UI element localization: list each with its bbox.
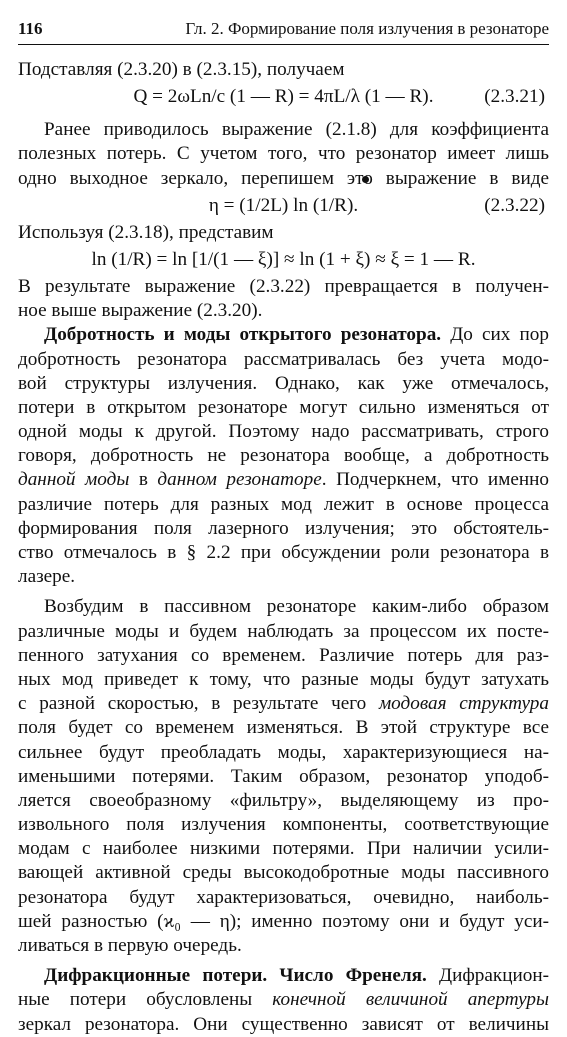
text-line: шей разностью (ϰ₀ — η); именно поэтому они и будут уси-	[18, 910, 549, 932]
text-line: резонатора будут характеризоваться, очевидно, наиболь-	[18, 886, 549, 908]
text-line: ных мод приведет к тому, что разные моды будут затухать	[18, 668, 549, 690]
text-line: модам с наиболее низкими потерями. При наличии усили-	[18, 838, 549, 860]
page-body	[18, 58, 549, 1037]
text-line: зеркал резонатора. Они существенно зависят от величины	[18, 1013, 549, 1035]
text-line: Возбудим в пассивном резонаторе каким-либо образом	[44, 596, 549, 618]
section-heading-diffraction: Дифракционные потери. Число Френеля.	[44, 965, 427, 987]
text-line: лазере.	[18, 566, 76, 588]
text-line: ные потери обусловлены конечной величиной апертуры	[18, 989, 549, 1011]
text-line: Дифракционные потери. Число Френеля. Дифракцион-	[44, 965, 549, 987]
equation-formula: Q = 2ωLn/c (1 — R) = 4πL/λ (1 — R).	[133, 86, 434, 108]
running-title: Гл. 2. Формирование поля излучения в резонаторе	[185, 19, 549, 38]
text-line: Добротность и моды открытого резонатора. До сих пор	[44, 324, 549, 346]
text-line: формирования поля лазерного излучения; это обстоятель-	[18, 517, 549, 539]
text-line: В результате выражение (2.3.22) превращается в получен-	[18, 275, 549, 297]
text-line: различие потерь для разных мод лежит в основе процесса	[18, 493, 549, 515]
section-heading-q-factor: Добротность и моды открытого резонатора.	[44, 324, 442, 346]
text-line: различные моды и будем наблюдать за процессом их посте-	[18, 620, 549, 642]
text-line: одно выходное зеркало, перепишем это выражение в виде	[18, 167, 549, 189]
text-line: потери в открытом резонаторе могут сильно изменяться от	[18, 396, 549, 418]
text-line: вающей активной среды высокодобротные моды пассивного	[18, 862, 549, 884]
text-line: добротность резонатора рассматривалась без учета модо-	[18, 348, 549, 370]
text-line: Ранее приводилось выражение (2.1.8) для коэффициента	[44, 119, 549, 141]
text-line: поля будет со временем изменяться. В этой структуре все	[18, 717, 549, 739]
text-line: ливаться в первую очередь.	[18, 935, 242, 956]
text-line: одной моды к другой. Поэтому надо рассматривать, строго	[18, 421, 549, 443]
text-line: полезных потерь. С учетом того, что резонатор имеет лишь	[18, 143, 549, 165]
text-line: извольного поля излучения компоненты, соответствующие	[18, 814, 549, 836]
equation-2-3-22	[18, 191, 549, 221]
equation-formula: η = (1/2L) ln (1/R).	[208, 194, 359, 216]
text-line: ляется своеобразному «фильтру», выделяющему из про-	[18, 789, 549, 811]
page-number: 116	[18, 19, 43, 38]
text-line: Используя (2.3.18), представим	[18, 221, 274, 243]
text-line: именьшими потерями. Таким образом, резонатор уподоб-	[18, 765, 549, 787]
text-line: говоря, добротность не резонатора вообще, а добротность	[18, 445, 549, 467]
text-line: данной моды в данном резонаторе. Подчеркнем, что именно	[18, 469, 549, 491]
text-line: ство отмечалось в § 2.2 при обсуждении роли резонатора в	[18, 542, 549, 563]
page-header	[18, 18, 549, 45]
text-line: вой структуры излучения. Однако, как уже отмечалось,	[18, 372, 549, 394]
equation-2-3-21	[18, 82, 549, 112]
equation-number: (2.3.21)	[484, 86, 545, 108]
equation-log-expansion	[18, 245, 549, 275]
text-line: пенного затухания со временем. Различие потерь для раз-	[18, 644, 549, 666]
equation-formula: ln (1/R) = ln [1/(1 — ξ)] ≈ ln (1 + ξ) ≈ ξ = 1 — R.	[91, 248, 476, 270]
text-line: ное выше выражение (2.3.20).	[18, 300, 263, 322]
equation-number: (2.3.22)	[484, 194, 545, 216]
text-line: сильнее будут преобладать моды, характеризующиеся на-	[18, 741, 549, 763]
text-line: с разной скоростью, в результате чего модовая структура	[18, 693, 549, 715]
text-line: Подставляя (2.3.20) в (2.3.15), получаем	[18, 59, 345, 80]
